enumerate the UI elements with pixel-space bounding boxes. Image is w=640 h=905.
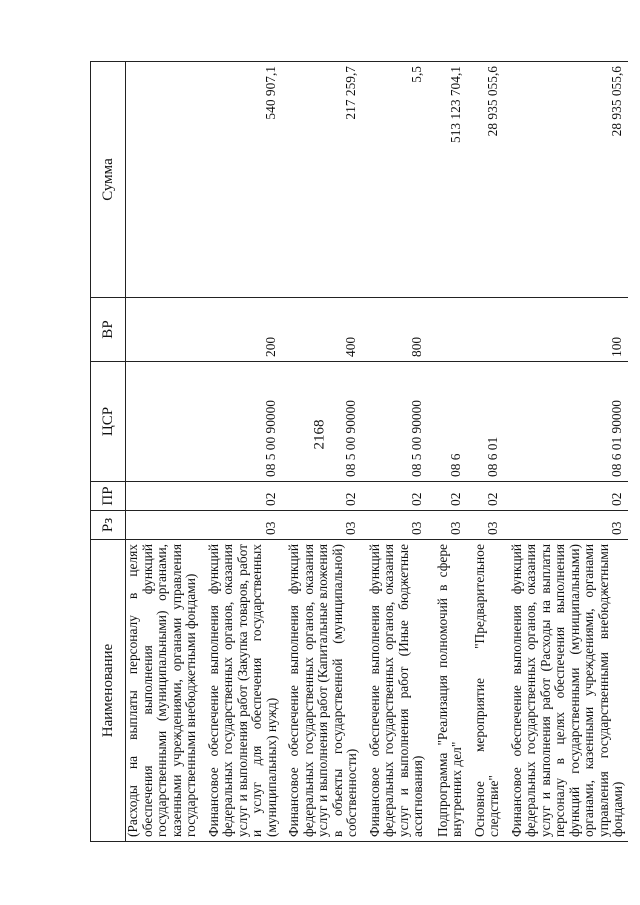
row-csr: 08 6 (428, 362, 467, 482)
row-sum: 540 907,1 (201, 62, 282, 298)
row-name: Финансовое обеспечение выполнения функций федеральных государственных органов, оказания услуг и выполнения работ (Капитальные вложения в объекты государственной (муниципальной) собственности) (281, 540, 362, 842)
row-sum: 513 123 704,1 (428, 62, 467, 298)
row-pr: 02 (504, 482, 628, 511)
row-name: Подпрограмма "Реализация полномочий в сфере внутренних дел" (428, 540, 467, 842)
row-pr (126, 482, 201, 511)
row-csr: 08 5 00 90000 (201, 362, 282, 482)
page-number: 2168 (311, 419, 328, 450)
header-csr: ЦСР (91, 362, 126, 482)
table-row (201, 62, 282, 842)
header-rz: Рз (91, 511, 126, 540)
row-vr: 800 (362, 298, 428, 362)
row-vr: 100 (504, 298, 628, 362)
row-pr: 02 (428, 482, 467, 511)
row-name: Финансовое обеспечение выполнения функций федеральных государственных органов, оказания услуг и выполнения работ (Расходы на выплаты персоналу в целях обеспечения выполнения функций государственными (муниципальными) органами, казенными учреждениями, органами управления государственными внебюджетными фондами) (504, 540, 628, 842)
row-pr: 02 (362, 482, 428, 511)
row-pr: 02 (467, 482, 504, 511)
row-pr: 02 (281, 482, 362, 511)
row-rz (126, 511, 201, 540)
row-name: Основное мероприятие "Предварительное следствие" (467, 540, 504, 842)
row-sum: 5,5 (362, 62, 428, 298)
table-row (467, 62, 504, 842)
row-vr (428, 298, 467, 362)
row-rz: 03 (428, 511, 467, 540)
row-name: Финансовое обеспечение выполнения функций федеральных государственных органов, оказания услуг и выполнения работ (Иные бюджетные ассигнования) (362, 540, 428, 842)
table-row (428, 62, 467, 842)
row-sum: 217 259,7 (281, 62, 362, 298)
header-sum: Сумма (91, 62, 126, 298)
row-rz: 03 (281, 511, 362, 540)
row-csr: 08 6 01 (467, 362, 504, 482)
row-pr: 02 (201, 482, 282, 511)
row-vr: 400 (281, 298, 362, 362)
row-csr: 08 5 00 90000 (281, 362, 362, 482)
header-vr: ВР (91, 298, 126, 362)
row-csr: 08 5 00 90000 (362, 362, 428, 482)
row-rz: 03 (362, 511, 428, 540)
table-body (126, 62, 628, 842)
table-row (362, 62, 428, 842)
row-vr: 200 (201, 298, 282, 362)
table-row (504, 62, 628, 842)
table-header-row (91, 62, 126, 842)
header-name: Наименование (91, 540, 126, 842)
row-sum: 28 935 055,6 (504, 62, 628, 298)
row-rz: 03 (201, 511, 282, 540)
rotated-table-page (90, 62, 625, 842)
row-vr (126, 298, 201, 362)
row-rz: 03 (504, 511, 628, 540)
table-row (126, 62, 201, 842)
row-sum (126, 62, 201, 298)
row-vr (467, 298, 504, 362)
row-name: (Расходы на выплаты персоналу в целях обеспечения выполнения функций государственными (муниципальными) органами, казенными учреждениями, органами управления государственными внебюджетными фондами) (126, 540, 201, 842)
row-name: Финансовое обеспечение выполнения функций федеральных государственных органов, оказания услуг и выполнения работ (Закупка товаров, работ и услуг для обеспечения государственных (муниципальных) нужд) (201, 540, 282, 842)
row-csr (126, 362, 201, 482)
budget-table (90, 61, 628, 842)
row-sum: 28 935 055,6 (467, 62, 504, 298)
table-row (281, 62, 362, 842)
row-rz: 03 (467, 511, 504, 540)
header-pr: ПР (91, 482, 126, 511)
row-csr: 08 6 01 90000 (504, 362, 628, 482)
